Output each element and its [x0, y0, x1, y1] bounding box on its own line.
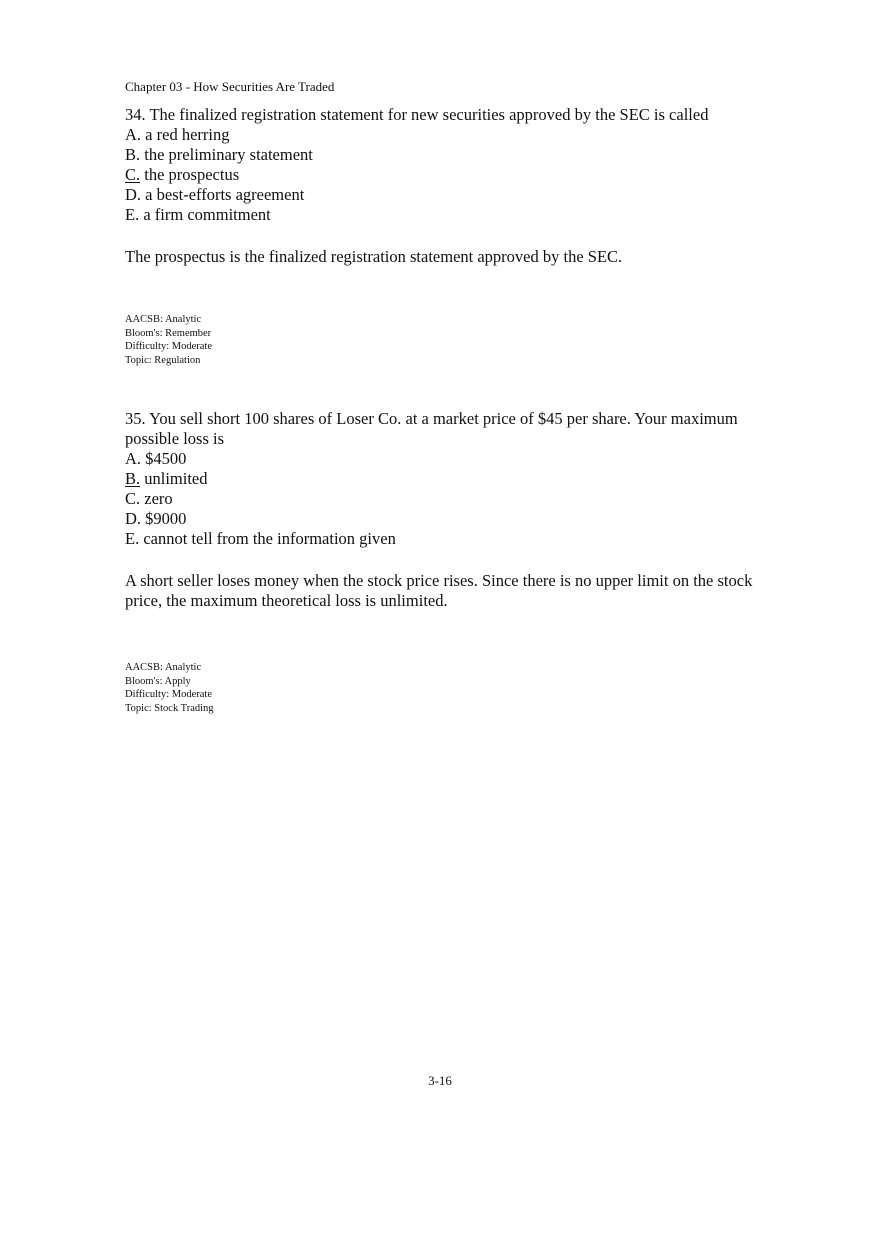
meta-difficulty: Difficulty: Moderate	[125, 689, 212, 700]
answer-option-a	[125, 449, 775, 469]
answer-option-b	[125, 145, 775, 165]
correct-option-letter: B.	[125, 469, 141, 488]
question-metadata	[125, 661, 775, 715]
answer-explanation: A short seller loses money when the stock price rises. Since there is no upper limit on the stock price, the maximum theoretical loss is unlimited.	[125, 571, 753, 610]
answer-option-d	[125, 185, 775, 205]
option-letter: E.	[125, 205, 140, 224]
option-text: cannot tell from the information given	[139, 529, 396, 548]
option-text: unlimited	[140, 469, 208, 488]
question-stem: 34. The finalized registration statement for new securities approved by the SEC is called	[125, 105, 709, 124]
meta-topic: Topic: Stock Trading	[125, 702, 214, 714]
option-text: the preliminary statement	[140, 145, 313, 164]
meta-topic: Topic: Regulation	[125, 354, 201, 366]
question-stem: 35. You sell short 100 shares of Loser Co. at a market price of $45 per share. Your maximum possible loss is	[125, 409, 738, 448]
answer-option-c-correct	[125, 165, 775, 185]
question-34	[125, 105, 775, 367]
meta-aacsb: AACSB: Analytic	[125, 314, 202, 325]
option-letter: A.	[125, 449, 142, 468]
option-text: the prospectus	[140, 165, 240, 184]
option-letter: C.	[125, 489, 141, 508]
answer-option-e	[125, 529, 775, 549]
meta-blooms: Bloom's: Remember	[125, 327, 212, 339]
answer-option-a	[125, 125, 775, 145]
answer-option-c	[125, 489, 775, 509]
option-letter: E.	[125, 529, 140, 548]
option-letter: D.	[125, 509, 142, 528]
answer-option-d	[125, 509, 775, 529]
option-text: $9000	[141, 509, 187, 528]
option-letter: A.	[125, 125, 142, 144]
option-letter: B.	[125, 145, 141, 164]
page-number: 3-16	[428, 1073, 452, 1088]
option-text: a firm commitment	[139, 205, 271, 224]
answer-option-e	[125, 205, 775, 225]
meta-blooms: Bloom's: Apply	[125, 675, 191, 687]
option-text: a red herring	[141, 125, 230, 144]
chapter-header: Chapter 03 - How Securities Are Traded	[125, 79, 335, 94]
option-text: $4500	[141, 449, 187, 468]
answer-option-b-correct	[125, 469, 775, 489]
answer-explanation: The prospectus is the finalized registration statement approved by the SEC.	[125, 247, 623, 266]
option-text: zero	[140, 489, 173, 508]
meta-aacsb: AACSB: Analytic	[125, 662, 202, 673]
meta-difficulty: Difficulty: Moderate	[125, 341, 212, 352]
option-letter: D.	[125, 185, 142, 204]
question-35	[125, 409, 775, 715]
correct-option-letter: C.	[125, 165, 141, 184]
question-metadata	[125, 313, 775, 367]
option-text: a best-efforts agreement	[141, 185, 305, 204]
